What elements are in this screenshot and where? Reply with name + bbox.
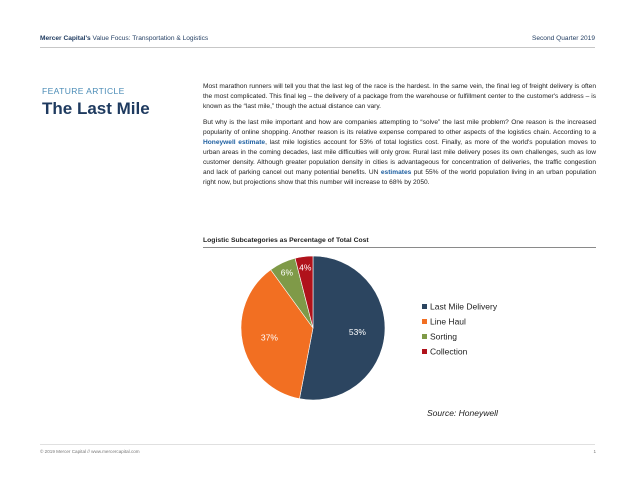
- slice-label: 37%: [260, 332, 278, 343]
- page-number: 1: [593, 449, 596, 454]
- legend-swatch: [422, 334, 427, 339]
- chart-title: Logistic Subcategories as Percentage of Total Cost: [203, 237, 369, 244]
- honeywell-estimate-link[interactable]: Honeywell estimate: [203, 139, 266, 146]
- issue-date: Second Quarter 2019: [531, 35, 595, 42]
- legend-swatch: [422, 319, 427, 324]
- article-body: [203, 82, 596, 194]
- article-kicker: FEATURE ARTICLE: [42, 86, 125, 96]
- header-divider: [40, 47, 595, 48]
- legend-swatch: [422, 349, 427, 354]
- paragraph-1: Most marathon runners will tell you that the last leg of the race is the hardest. In the same vein, the final leg of freight delivery is often the most complicated. This final leg – the delivery of a package from the warehouse or fulfillment center to the customer's address – is known as the “last mile,” though the actual distance can vary.: [203, 83, 596, 110]
- un-estimates-link[interactable]: estimates: [380, 169, 412, 176]
- chart-divider: [203, 247, 596, 248]
- publication-name: Value Focus: Transportation & Logistics: [92, 35, 209, 42]
- slice-label: 4%: [299, 262, 312, 273]
- legend-label: Collection: [430, 346, 468, 357]
- paragraph-2-part-c: put 55% of the world population living in an urban population right now, but projections show that this number will increase to 68% by 2050.: [203, 169, 596, 186]
- footer-divider: [40, 444, 595, 445]
- paragraph-2-part-a: But why is the last mile important and how are companies attempting to “solve” the last mile problem? One reason is the increased popularity of online shopping. Another reason is its relative expense compared to other aspects of the logistics chain. According to a: [203, 119, 596, 136]
- chart-source: Source: Honeywell: [427, 408, 498, 418]
- brand-name: Mercer Capital's: [40, 35, 91, 42]
- pie-chart: [203, 250, 596, 425]
- slice-label: 53%: [348, 327, 366, 338]
- footer-copyright: © 2019 Mercer Capital // www.mercercapital.com: [40, 449, 140, 454]
- legend-label: Last Mile Delivery: [430, 301, 498, 312]
- slice-label: 6%: [280, 267, 294, 278]
- page-header: [40, 35, 595, 47]
- legend-label: Line Haul: [430, 316, 466, 327]
- article-title: The Last Mile: [42, 99, 150, 118]
- paragraph-2-part-b: , last mile logistics account for 53% of total logistics cost. Finally, as more of the world's population moves to urban areas in the coming decades, last mile difficulties will only grow. Rural last mile delivery poses its own challenges, such as low customer density. Although greater population density in cities is advantageous for concentration of deliveries, the traffic congestion and lack of parking cancel out many potential benefits. UN: [203, 139, 597, 176]
- paragraph-2: [203, 118, 596, 188]
- legend-label: Sorting: [430, 331, 457, 342]
- legend-swatch: [422, 304, 427, 309]
